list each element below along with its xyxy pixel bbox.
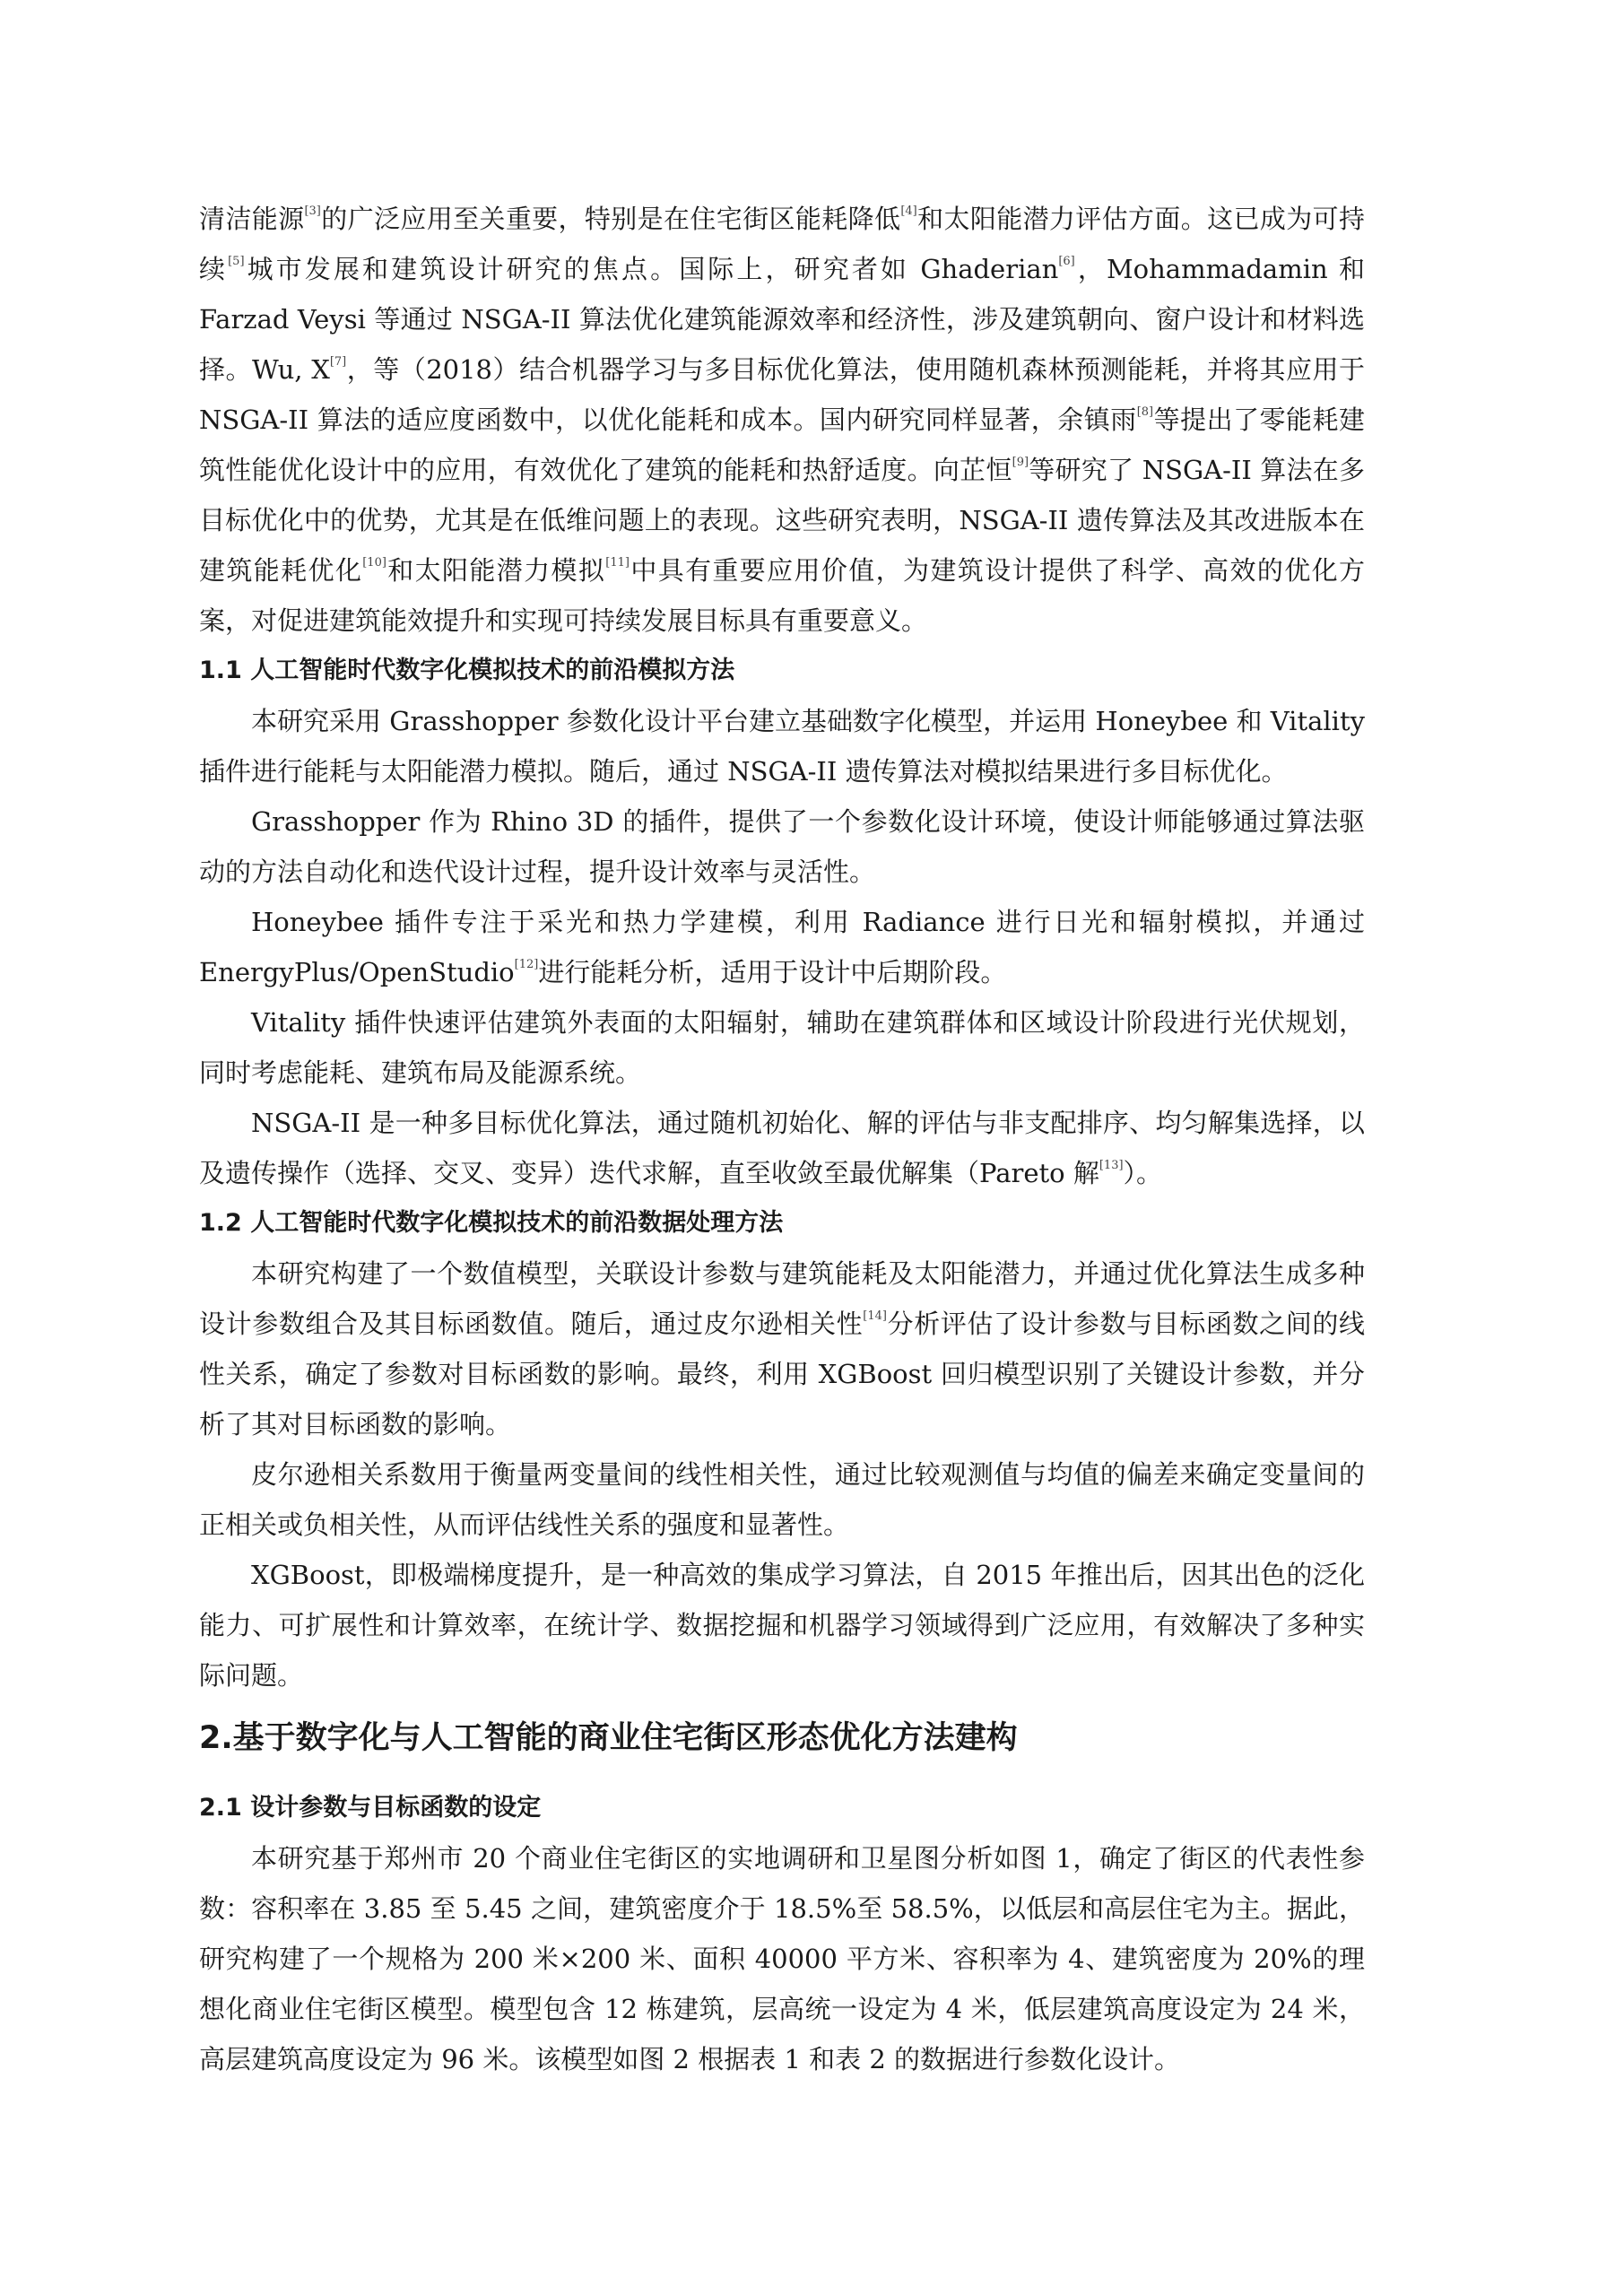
text-run: NSGA-II 是一种多目标优化算法，通过随机初始化、解的评估与非支配排序、均匀解集选择，以及遗传操作（选择、交叉、变异）迭代求解，直至收敛至最优解集（Pareto 解: [199, 1108, 1365, 1188]
text-run: 和太阳能潜力评估方面。这已成为可持续: [199, 204, 1365, 284]
paragraph: Vitality 插件快速评估建筑外表面的太阳辐射，辅助在建筑群体和区域设计阶段进行光伏规划，同时考虑能耗、建筑布局及能源系统。: [199, 1007, 1365, 1088]
text-run: ，Mohammadamin 和 Farzad Veysi 等通过 NSGA-II 算法优化建筑能源效率和经济性，涉及建筑朝向、窗户设计和材料选择。Wu, X: [199, 254, 1365, 385]
citation: [11]: [605, 556, 630, 570]
section-heading-2: 2.基于数字化与人工智能的商业住宅街区形态优化方法建构: [199, 1720, 1018, 1756]
citation: [12]: [514, 958, 539, 972]
section-heading-1-1: 1.1 人工智能时代数字化模拟技术的前沿模拟方法: [199, 657, 735, 684]
citation: [9]: [1012, 456, 1029, 470]
text-run: 中具有重要应用价值，为建筑设计提供了科学、高效的优化方案，对促进建筑能效提升和实现可持续发展目标具有重要意义。: [199, 555, 1365, 636]
section-heading-1-2: 1.2 人工智能时代数字化模拟技术的前沿数据处理方法: [199, 1209, 784, 1237]
paper-page: [199, 194, 1365, 2084]
paragraph: 本研究采用 Grasshopper 参数化设计平台建立基础数字化模型，并运用 Honeybee 和 Vitality 插件进行能耗与太阳能潜力模拟。随后，通过 NSGA-II 遗传算法对模拟结果进行多目标优化。: [199, 706, 1365, 787]
paragraph: 皮尔逊相关系数用于衡量两变量间的线性相关性，通过比较观测值与均值的偏差来确定变量间的正相关或负相关性，从而评估线性关系的强度和显著性。: [199, 1459, 1365, 1540]
intro-paragraph: [199, 194, 1365, 646]
paragraph: [199, 1248, 1365, 1449]
citation: [14]: [863, 1309, 887, 1324]
citation: [4]: [900, 204, 917, 219]
text-run: ，等（2018）结合机器学习与多目标优化算法，使用随机森林预测能耗，并将其应用于 NSGA-II 算法的适应度函数中，以优化能耗和成本。国内研究同样显著，余镇雨: [199, 354, 1365, 435]
paragraph: Grasshopper 作为 Rhino 3D 的插件，提供了一个参数化设计环境，使设计师能够通过算法驱动的方法自动化和迭代设计过程，提升设计效率与灵活性。: [199, 806, 1365, 887]
citation: [7]: [329, 355, 347, 370]
paragraph: 本研究基于郑州市 20 个商业住宅街区的实地调研和卫星图分析如图 1，确定了街区的代表性参数：容积率在 3.85 至 5.45 之间，建筑密度介于 18.5%至 58.5%，以低层和高层住宅为主。据此，研究构建了一个规格为 200 米×200 米、面积 40000 平方米、容积率为 4、建筑密度为 20%的理想化商业住宅街区模型。模型包含 12 栋建筑，层高统一设定为 4 米，低层建筑高度设定为 24 米，高层建筑高度设定为 96 米。该模型如图 2 根据表 1 和表 2 的数据进行参数化设计。: [199, 1843, 1365, 2074]
paragraph: [199, 897, 1365, 997]
section-heading-2-1: 2.1 设计参数与目标函数的设定: [199, 1794, 542, 1822]
citation: [8]: [1136, 405, 1154, 420]
paragraph: [199, 1098, 1365, 1198]
text-run: 和太阳能潜力模拟: [386, 555, 606, 586]
text-run: 进行能耗分析，适用于设计中后期阶段。: [538, 957, 1007, 987]
citation: [10]: [362, 556, 386, 570]
citation: [5]: [228, 255, 245, 269]
text-run: 分析评估了设计参数与目标函数之间的线性关系，确定了参数对目标函数的影响。最终，利用 XGBoost 回归模型识别了关键设计参数，并分析了其对目标函数的影响。: [199, 1309, 1365, 1439]
text-run: 清洁能源: [199, 204, 305, 234]
text-run: 城市发展和建筑设计研究的焦点。国际上，研究者如 Ghaderian: [244, 254, 1059, 284]
paragraph: XGBoost，即极端梯度提升，是一种高效的集成学习算法，自 2015 年推出后，因其出色的泛化能力、可扩展性和计算效率，在统计学、数据挖掘和机器学习领域得到广泛应用，有效解决了多种实际问题。: [199, 1560, 1365, 1691]
citation: [3]: [304, 204, 321, 219]
citation: [13]: [1099, 1159, 1124, 1173]
text-run: 的广泛应用至关重要，特别是在住宅街区能耗降低: [320, 204, 901, 234]
text-run: Honeybee 插件专注于采光和热力学建模，利用 Radiance 进行日光和辐射模拟，并通过 EnergyPlus/OpenStudio: [199, 907, 1365, 987]
text-run: ）。: [1123, 1158, 1163, 1188]
citation: [6]: [1058, 255, 1075, 269]
text-run: 等研究了 NSGA-II 算法在多目标优化中的优势，尤其是在低维问题上的表现。这些研究表明，NSGA-II 遗传算法及其改进版本在建筑能耗优化: [199, 455, 1365, 586]
text-run: 本研究构建了一个数值模型，关联设计参数与建筑能耗及太阳能潜力，并通过优化算法生成多种设计参数组合及其目标函数值。随后，通过皮尔逊相关性: [199, 1258, 1365, 1339]
text-run: 等提出了零能耗建筑性能优化设计中的应用，有效优化了建筑的能耗和热舒适度。向芷恒: [199, 404, 1365, 485]
